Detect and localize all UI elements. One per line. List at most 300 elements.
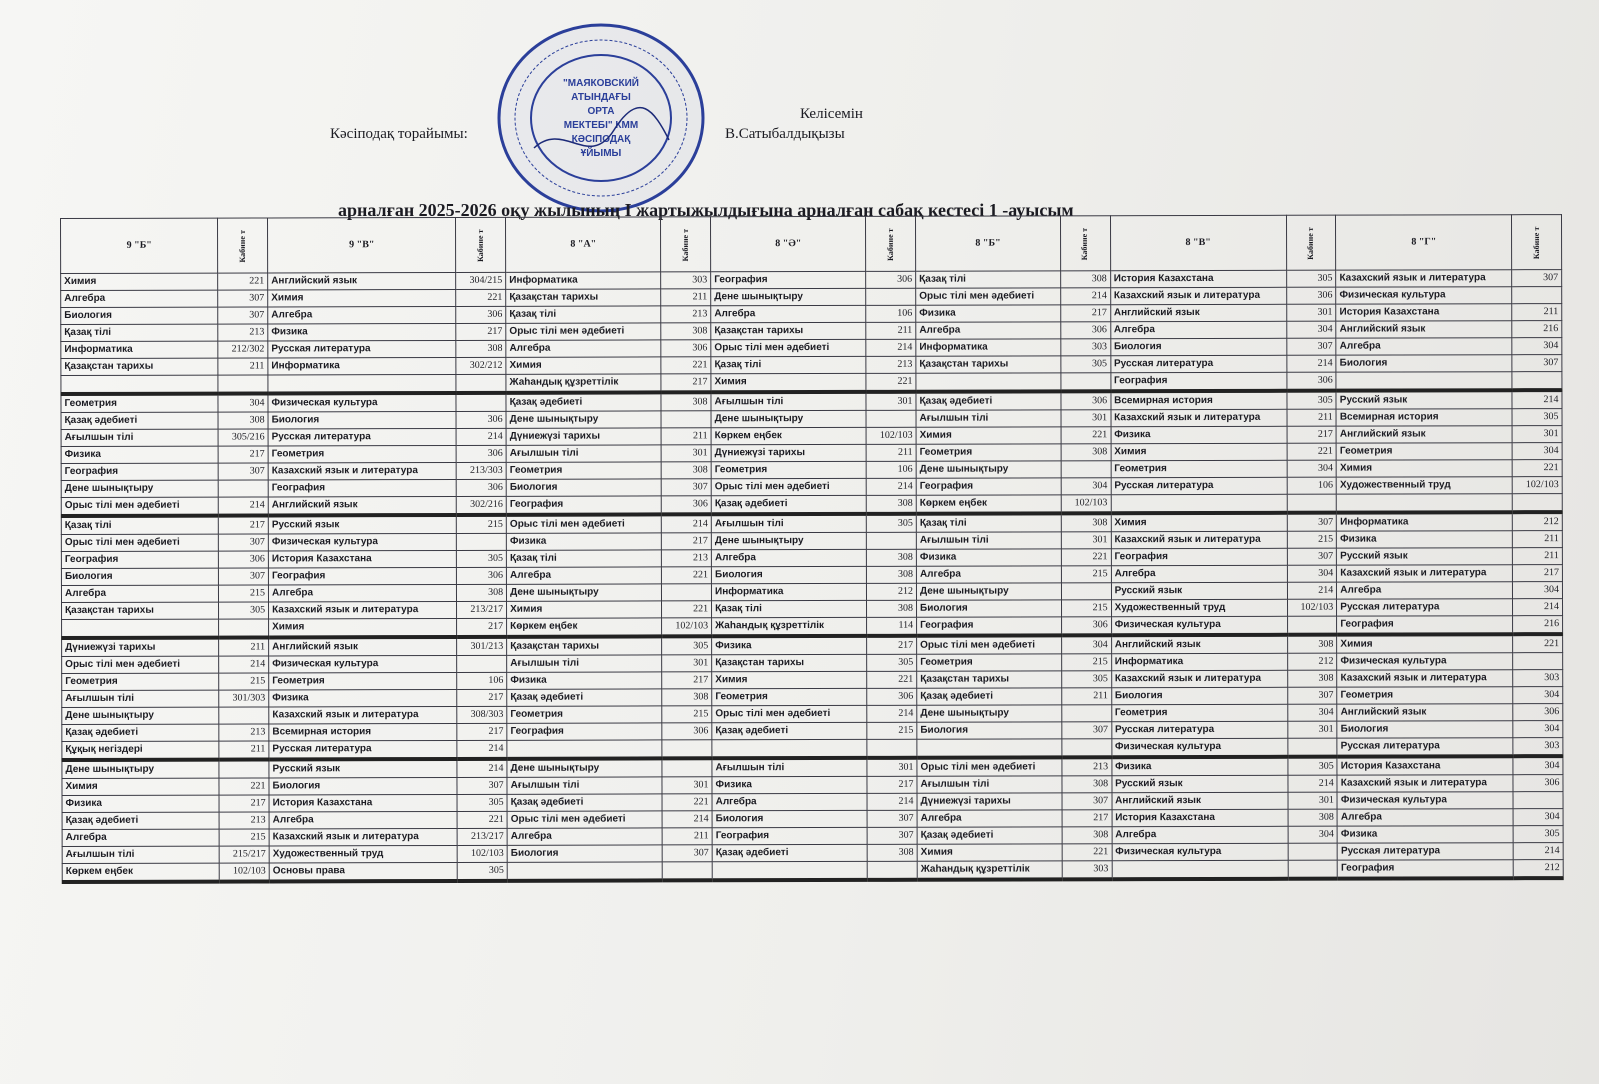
room-cell: 308 <box>1288 809 1338 826</box>
room-cell: 217 <box>457 689 507 706</box>
room-cell: 102/103 <box>458 845 508 862</box>
subject-cell: Биология <box>1336 355 1512 372</box>
subject-cell: Орыс тілі мен әдебиеті <box>62 656 219 673</box>
room-cell: 307 <box>867 810 917 827</box>
room-header-2: Кабине т <box>661 217 711 272</box>
room-cell: 308 <box>1062 776 1112 793</box>
subject-cell: Химия <box>711 373 866 392</box>
room-cell: 306 <box>867 688 917 705</box>
subject-cell: Ағылшын тілі <box>916 410 1061 427</box>
subject-cell: Биология <box>61 307 218 324</box>
room-cell: 217 <box>662 533 712 550</box>
room-cell: 215 <box>1287 531 1337 548</box>
subject-cell: Физика <box>1112 757 1288 776</box>
subject-cell: Информатика <box>916 339 1061 356</box>
room-cell: 211 <box>1062 688 1112 705</box>
subject-cell <box>916 373 1061 392</box>
subject-cell: Русский язык <box>268 515 456 534</box>
room-cell: 213 <box>662 550 712 567</box>
subject-cell: Қазақ тілі <box>61 324 218 341</box>
room-cell <box>219 759 269 778</box>
room-cell: 214 <box>1513 599 1563 616</box>
room-cell <box>1288 860 1338 879</box>
room-cell: 308 <box>1061 271 1111 288</box>
room-cell: 308 <box>661 392 711 411</box>
room-cell: 211 <box>218 358 268 375</box>
room-cell <box>662 740 712 759</box>
room-cell: 214 <box>457 740 507 759</box>
room-cell <box>457 655 507 672</box>
room-cell <box>662 584 712 601</box>
room-cell: 307 <box>1287 548 1337 565</box>
subject-cell: Ағылшын тілі <box>507 777 662 794</box>
subject-cell: Алгебра <box>712 793 867 810</box>
subject-cell: Казахский язык и литература <box>1111 409 1287 426</box>
room-cell: 301/213 <box>457 637 507 656</box>
class-header-6: 8 "Г" <box>1336 215 1512 270</box>
room-cell: 307 <box>662 479 712 496</box>
subject-cell <box>62 619 219 638</box>
subject-cell: Жаһандық құзреттілік <box>917 861 1062 880</box>
subject-cell: Физика <box>507 672 662 689</box>
subject-cell: Русская литература <box>268 428 456 445</box>
subject-cell: Информатика <box>1111 653 1287 670</box>
subject-cell: Физическая культура <box>1337 653 1513 670</box>
subject-cell: Русская литература <box>1337 843 1513 860</box>
room-cell: 221 <box>1287 443 1337 460</box>
subject-cell: Физическая культура <box>269 655 457 672</box>
subject-cell: Алгебра <box>506 340 661 357</box>
subject-cell: Английский язык <box>1336 426 1512 443</box>
subject-cell: Химия <box>61 273 218 290</box>
subject-cell: Биология <box>507 845 662 862</box>
room-cell: 307 <box>218 307 268 324</box>
room-cell: 305 <box>1286 270 1336 287</box>
subject-cell: География <box>917 617 1062 636</box>
room-cell: 304 <box>1287 704 1337 721</box>
subject-cell: Қазақ тілі <box>506 306 661 323</box>
room-cell <box>219 480 269 497</box>
room-cell: 301 <box>662 777 712 794</box>
room-cell <box>867 739 917 758</box>
room-cell: 308 <box>867 549 917 566</box>
subject-cell: Физика <box>506 533 661 550</box>
room-cell: 305 <box>867 514 917 533</box>
subject-cell: Көркем еңбек <box>507 618 662 637</box>
room-cell: 308 <box>1061 513 1111 532</box>
subject-cell: Биология <box>711 566 866 583</box>
subject-cell: Английский язык <box>1336 321 1512 338</box>
room-cell: 305 <box>1061 356 1111 373</box>
room-cell: 213/303 <box>457 462 507 479</box>
subject-cell: Жаһандық құзреттілік <box>712 617 867 636</box>
union-chair-label: Кәсіподақ торайымы: <box>330 126 468 142</box>
subject-cell: Биология <box>1337 721 1513 738</box>
subject-cell: География <box>61 551 218 568</box>
room-cell: 304 <box>218 393 268 412</box>
subject-cell: Биология <box>712 810 867 827</box>
room-cell <box>218 375 268 394</box>
subject-cell: Қазақ тілі <box>61 516 218 535</box>
subject-cell: Орыс тілі мен әдебиеті <box>506 514 661 533</box>
room-cell: 306 <box>456 306 506 323</box>
room-cell: 211 <box>1287 409 1337 426</box>
room-cell: 213 <box>661 306 711 323</box>
subject-cell: Орыс тілі мен әдебиеті <box>917 635 1062 654</box>
room-cell <box>1061 373 1111 392</box>
subject-cell: Русский язык <box>1336 390 1512 409</box>
room-cell: 306 <box>456 411 506 428</box>
room-cell: 301 <box>1288 792 1338 809</box>
subject-cell: Орыс тілі мен әдебиеті <box>917 757 1062 776</box>
subject-cell: Физика <box>1337 826 1513 843</box>
room-cell: 212 <box>1513 860 1563 879</box>
subject-cell: Дене шынықтыру <box>711 288 866 305</box>
room-cell: 307 <box>219 568 269 585</box>
room-cell: 211 <box>866 322 916 339</box>
subject-cell: Английский язык <box>269 637 457 656</box>
agree-name: В.Сатыбалдықызы <box>725 126 845 142</box>
subject-cell: Дүниежүзі тарихы <box>62 638 219 657</box>
room-cell: 211 <box>219 637 269 656</box>
subject-cell: Ағылшын тілі <box>711 392 866 411</box>
room-cell <box>1512 494 1562 513</box>
subject-cell: Художественный труд <box>269 845 457 862</box>
room-cell: 211 <box>1513 548 1563 565</box>
subject-cell: Геометрия <box>268 445 456 462</box>
subject-cell: Геометрия <box>711 461 866 478</box>
subject-cell: Алгебра <box>917 810 1062 827</box>
room-header-6: Кабине т <box>1512 215 1562 270</box>
subject-cell: Қазақ әдебиеті <box>917 827 1062 844</box>
room-cell: 217 <box>1061 305 1111 322</box>
room-cell: 215 <box>219 585 269 602</box>
subject-cell: География <box>1337 616 1513 635</box>
room-cell <box>868 861 918 880</box>
room-cell: 307 <box>1062 722 1112 739</box>
room-cell: 306 <box>219 551 269 568</box>
room-cell: 306 <box>457 445 507 462</box>
subject-cell: Ағылшын тілі <box>61 429 218 446</box>
subject-cell: Химия <box>917 844 1062 861</box>
room-cell <box>867 532 917 549</box>
subject-cell: Дене шынықтыру <box>61 480 218 497</box>
room-cell: 214 <box>867 478 917 495</box>
room-cell <box>1061 461 1111 478</box>
subject-cell: Орыс тілі мен әдебиеті <box>61 534 218 551</box>
subject-cell: Алгебра <box>1110 321 1286 338</box>
room-cell: 215 <box>662 706 712 723</box>
subject-cell: Физическая культура <box>1111 616 1287 635</box>
room-cell: 102/103 <box>1287 599 1337 616</box>
room-cell <box>1512 372 1562 391</box>
room-cell: 217 <box>1287 426 1337 443</box>
subject-cell: Алгебра <box>1337 809 1513 826</box>
room-cell: 307 <box>1287 513 1337 532</box>
subject-cell: Русская литература <box>1337 599 1513 616</box>
subject-cell: Информатика <box>506 272 661 289</box>
subject-cell: Дене шынықтыру <box>62 760 219 779</box>
room-cell: 306 <box>662 723 712 740</box>
lesson-row <box>62 860 1563 882</box>
subject-cell: История Казахстана <box>1112 809 1288 826</box>
class-header-row <box>61 215 1562 274</box>
subject-cell: Биология <box>917 600 1062 617</box>
subject-cell: Физика <box>268 323 456 340</box>
subject-cell: Ағылшын тілі <box>917 776 1062 793</box>
room-cell: 303 <box>1513 738 1563 757</box>
subject-cell: Английский язык <box>268 272 456 289</box>
subject-cell: Дүниежүзі тарихы <box>917 793 1062 810</box>
subject-cell: Русская литература <box>1110 355 1286 372</box>
room-cell <box>1288 843 1338 860</box>
room-header-5: Кабине т <box>1286 215 1336 270</box>
room-cell: 215 <box>1061 566 1111 583</box>
subject-cell: Информатика <box>712 583 867 600</box>
room-cell <box>866 410 916 427</box>
subject-cell: География <box>1111 372 1287 391</box>
subject-cell: Химия <box>1111 513 1287 532</box>
subject-cell: Химия <box>506 357 661 374</box>
room-cell: 221 <box>1512 460 1562 477</box>
subject-cell: Дүниежүзі тарихы <box>506 428 661 445</box>
subject-cell: Ағылшын тілі <box>916 532 1061 549</box>
room-cell: 307 <box>218 463 268 480</box>
subject-cell: Қазақстан тарихы <box>711 322 866 339</box>
subject-cell: Геометрия <box>712 688 867 705</box>
subject-cell: Көркем еңбек <box>711 427 866 444</box>
room-cell: 221 <box>867 671 917 688</box>
subject-cell: География <box>268 567 456 584</box>
room-cell <box>1287 616 1337 635</box>
room-cell: 221 <box>662 794 712 811</box>
room-cell: 304 <box>1512 443 1562 460</box>
subject-cell: Геометрия <box>61 394 218 413</box>
room-cell: 211 <box>661 289 711 306</box>
subject-cell: Русская литература <box>1337 738 1513 757</box>
subject-cell: География <box>916 478 1061 495</box>
seal-line-3: ОРТА <box>587 106 615 117</box>
subject-cell: Қазақ әдебиеті <box>506 392 661 411</box>
room-cell <box>1513 792 1563 809</box>
room-cell: 221 <box>1061 427 1111 444</box>
room-cell: 214 <box>1286 355 1336 372</box>
room-cell: 214 <box>456 428 506 445</box>
subject-cell: Орыс тілі мен әдебиеті <box>711 339 866 356</box>
room-cell: 214 <box>1512 390 1562 409</box>
room-cell: 217 <box>456 323 506 340</box>
subject-cell: Қазақстан тарихы <box>712 654 867 671</box>
room-cell: 303 <box>1062 861 1112 880</box>
subject-cell: Ағылшын тілі <box>62 846 219 863</box>
subject-cell: Русский язык <box>269 759 457 778</box>
subject-cell: Химия <box>1337 634 1513 653</box>
subject-cell: История Казахстана <box>269 794 457 811</box>
subject-cell: Всемирная история <box>1111 391 1287 410</box>
subject-cell: Казахский язык и литература <box>1110 287 1286 304</box>
subject-cell: Көркем еңбек <box>62 863 219 882</box>
subject-cell: Геометрия <box>917 654 1062 671</box>
room-cell <box>1513 653 1563 670</box>
subject-cell: Физика <box>1337 531 1513 548</box>
room-cell: 301 <box>866 392 916 411</box>
room-cell <box>663 862 713 881</box>
subject-cell: Физическая культура <box>1111 738 1287 757</box>
room-cell: 211 <box>866 444 916 461</box>
subject-cell: Алгебра <box>1336 338 1512 355</box>
union-seal <box>494 20 708 216</box>
subject-cell: Алгебра <box>507 828 662 845</box>
subject-cell: Казахский язык и литература <box>1111 670 1287 687</box>
subject-cell: Физическая культура <box>1337 792 1513 809</box>
room-cell <box>219 619 269 638</box>
subject-cell: Қазақ әдебиеті <box>507 689 662 706</box>
room-cell <box>1512 287 1562 304</box>
room-cell: 304 <box>1288 826 1338 843</box>
room-cell <box>1061 583 1111 600</box>
subject-cell: Ағылшын тілі <box>711 514 866 533</box>
room-cell: 307 <box>218 290 268 307</box>
subject-cell: Орыс тілі мен әдебиеті <box>712 705 867 722</box>
room-cell: 217 <box>219 795 269 812</box>
room-cell: 308 <box>661 323 711 340</box>
subject-cell <box>268 374 456 393</box>
room-cell: 221 <box>1062 844 1112 861</box>
room-cell <box>1062 739 1112 758</box>
room-cell: 212/302 <box>218 341 268 358</box>
room-cell: 301 <box>1512 426 1562 443</box>
subject-cell: История Казахстана <box>1337 756 1513 775</box>
room-cell: 306 <box>1061 391 1111 410</box>
subject-cell: Биология <box>506 479 661 496</box>
room-cell: 308 <box>1061 444 1111 461</box>
subject-cell: Қазақ әдебиеті <box>917 688 1062 705</box>
room-cell: 304 <box>1062 635 1112 654</box>
subject-cell: Геометрия <box>507 706 662 723</box>
subject-cell: География <box>1111 548 1287 565</box>
room-cell: 221 <box>866 373 916 392</box>
room-cell: 308 <box>456 340 506 357</box>
room-cell: 305 <box>1513 826 1563 843</box>
subject-cell: Русская литература <box>1111 477 1287 494</box>
subject-cell: Биология <box>1110 338 1286 355</box>
room-cell: 308/303 <box>457 706 507 723</box>
room-cell <box>661 411 711 428</box>
subject-cell: Алгебра <box>269 811 457 828</box>
room-cell: 304 <box>1513 582 1563 599</box>
room-cell: 211 <box>1512 304 1562 321</box>
room-cell: 211 <box>661 428 711 445</box>
room-cell: 211 <box>219 741 269 760</box>
room-cell: 307 <box>1287 687 1337 704</box>
room-cell: 304 <box>1513 721 1563 738</box>
subject-cell <box>1336 372 1512 391</box>
subject-cell: Орыс тілі мен әдебиеті <box>507 811 662 828</box>
subject-cell: Всемирная история <box>1336 409 1512 426</box>
room-cell <box>1287 494 1337 513</box>
subject-cell: Геометрия <box>1337 687 1513 704</box>
subject-cell: Художественный труд <box>1111 599 1287 616</box>
room-cell: 303 <box>661 272 711 289</box>
subject-cell <box>712 739 867 758</box>
room-cell: 221 <box>1061 549 1111 566</box>
class-header-1: 9 "В" <box>268 217 457 272</box>
room-cell: 308 <box>867 844 917 861</box>
subject-cell: История Казахстана <box>268 550 456 567</box>
subject-cell: Геометрия <box>62 673 219 690</box>
subject-cell: Қазақ тілі <box>506 550 661 567</box>
subject-cell: Қазақ әдебиеті <box>62 812 219 829</box>
room-cell: 306 <box>457 479 507 496</box>
subject-cell: Ағылшын тілі <box>62 690 219 707</box>
subject-cell: Химия <box>269 618 457 637</box>
room-cell: 106 <box>1287 477 1337 494</box>
room-cell <box>1287 738 1337 757</box>
subject-cell: Орыс тілі мен әдебиеті <box>916 288 1061 305</box>
room-cell: 106 <box>866 305 916 322</box>
subject-cell: Қазақстан тарихы <box>916 356 1061 373</box>
subject-cell: Дүниежүзі тарихы <box>711 444 866 461</box>
subject-cell: Химия <box>916 427 1061 444</box>
room-cell: 217 <box>457 723 507 740</box>
room-cell: 213 <box>219 724 269 741</box>
room-cell: 215/217 <box>219 846 269 863</box>
room-cell: 214 <box>867 793 917 810</box>
subject-cell: Русская литература <box>269 740 457 759</box>
room-cell: 306 <box>1061 322 1111 339</box>
seal-line-6: ҰЙЫМЫ <box>580 148 622 159</box>
seal-line-2: АТЫНДАҒЫ <box>571 92 631 103</box>
room-cell: 305 <box>1512 409 1562 426</box>
subject-cell: Қазақ тілі <box>711 356 866 373</box>
subject-cell: Русская литература <box>1111 721 1287 738</box>
subject-cell: Казахский язык и литература <box>1337 775 1513 792</box>
subject-cell: Физическая культура <box>1336 287 1512 304</box>
subject-cell: Алгебра <box>268 306 456 323</box>
room-cell: 302/212 <box>456 357 506 374</box>
subject-cell: Химия <box>268 289 456 306</box>
room-cell: 217 <box>661 374 711 393</box>
room-cell: 307 <box>219 534 269 551</box>
room-cell: 305 <box>458 862 508 881</box>
room-cell: 213/217 <box>458 828 508 845</box>
subject-cell: Қазақ әдебиеті <box>507 794 662 811</box>
subject-cell: Геометрия <box>1336 443 1512 460</box>
room-cell: 214 <box>662 811 712 828</box>
room-cell: 304 <box>1513 809 1563 826</box>
room-cell: 217 <box>867 636 917 655</box>
subject-cell: Дене шынықтыру <box>916 461 1061 478</box>
subject-cell: Геометрия <box>269 672 457 689</box>
room-cell: 304 <box>1286 321 1336 338</box>
room-cell: 221 <box>218 273 268 290</box>
subject-cell: Информатика <box>268 357 456 374</box>
subject-cell: Физика <box>61 446 218 463</box>
room-cell: 308 <box>662 462 712 479</box>
subject-cell: Казахский язык и литература <box>1337 670 1513 687</box>
room-cell: 217 <box>457 618 507 637</box>
subject-cell: Алгебра <box>1112 826 1288 843</box>
subject-cell: Химия <box>712 671 867 688</box>
room-cell: 213 <box>218 324 268 341</box>
subject-cell: Химия <box>62 778 219 795</box>
subject-cell: Казахский язык и литература <box>269 601 457 618</box>
subject-cell: Физическая культура <box>268 393 456 412</box>
room-cell: 304 <box>1287 565 1337 582</box>
subject-cell: Көркем еңбек <box>916 495 1061 514</box>
subject-cell: Қазақ әдебиеті <box>61 412 218 429</box>
room-cell: 306 <box>1513 775 1563 792</box>
